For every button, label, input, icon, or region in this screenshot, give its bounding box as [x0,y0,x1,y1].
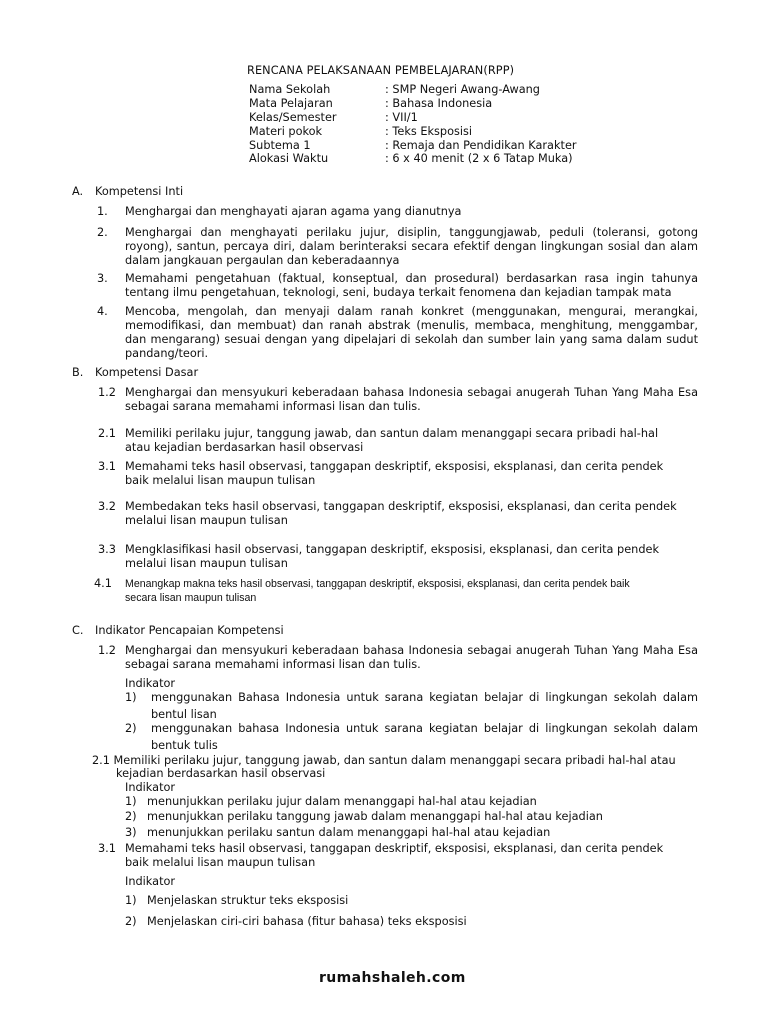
identity-value: : Teks Eksposisi [385,125,473,138]
kd-number: 3.3 [98,543,116,556]
indicator-text: Menjelaskan struktur teks eksposisi [147,894,349,907]
identity-label: Alokasi Waktu [249,152,329,165]
kd-number: 3.2 [98,500,116,513]
section-heading: Kompetensi Dasar [95,366,199,379]
kd-text: Memahami teks hasil observasi, tanggapan deskriptif, eksposisi, eksplanasi, dan cerita pendek baik melalui lisan maupun tulisan [125,842,664,869]
identity-value: : SMP Negeri Awang-Awang [385,83,540,96]
indicator-text: menunjukkan perilaku santun dalam menanggapi hal-hal atau kejadian [147,826,551,839]
indicator-text: Menjelaskan ciri-ciri bahasa (fitur bahasa) teks eksposisi [147,915,467,928]
identity-label: Mata Pelajaran [249,97,333,110]
indicator-text: menggunakan Bahasa Indonesia untuk sarana kegiatan belajar di lingkungan sekolah dalam [151,691,698,704]
kd-text: Menghargai dan mensyukuri keberadaan bahasa Indonesia sebagai anugerah Tuhan Yang Maha Esa sebagai sarana memahami informasi lisan dan tulis. [125,386,698,413]
list-number: 2. [97,226,108,239]
indicator-number: 2) [125,722,137,735]
identity-label: Subtema 1 [249,139,311,152]
kd-number: 3.1 [98,460,116,473]
footer-watermark: rumahshaleh.com [319,970,466,986]
kd-text: Mengklasifikasi hasil observasi, tanggapan deskriptif, eksposisi, eksplanasi, dan cerita pendek melalui lisan maupun tulisan [125,543,659,570]
indicator-number: 2) [125,810,137,823]
kd-number: 2.1 [98,427,116,440]
kd-number: 3.1 [98,842,116,855]
section-letter: B. [72,366,84,379]
indicator-text: bentuk tulis [151,739,218,752]
identity-value: : Bahasa Indonesia [385,97,493,110]
identity-value: : Remaja dan Pendidikan Karakter [385,139,577,152]
indicator-text: menunjukkan perilaku jujur dalam menanggapi hal-hal atau kejadian [147,795,537,808]
kd-text: Memahami teks hasil observasi, tanggapan deskriptif, eksposisi, eksplanasi, dan cerita pendek baik melalui lisan maupun tulisan [125,460,664,487]
list-number: 3. [97,272,108,285]
indicator-text: menggunakan bahasa Indonesia untuk sarana kegiatan belajar di lingkungan sekolah dalam [151,722,698,735]
kd-text: 2.1 Memiliki perilaku jujur, tanggung jawab, dan santun dalam menanggapi secara pribadi hal-hal atau [92,754,676,767]
kd-text: Menghargai dan mensyukuri keberadaan bahasa Indonesia sebagai anugerah Tuhan Yang Maha Esa sebagai sarana memahami informasi lisan dan tulis. [125,644,698,671]
list-item-text: Menghargai dan menghayati perilaku jujur, disiplin, tanggungjawab, peduli (toleransi, gotong royong), santun, percaya diri, dalam berinteraksi secara efektif dengan lingkungan sosial dan alam dalam jangkauan pergaulan dan keberadaannya [125,226,698,267]
kd-text: Memiliki perilaku jujur, tanggung jawab, dan santun dalam menanggapi secara pribadi hal-hal atau kejadian berdasarkan hasil observasi [125,427,659,454]
section-letter: A. [72,185,84,198]
indicator-number: 1) [125,795,137,808]
list-item-text: Mencoba, mengolah, dan menyaji dalam ranah konkret (menggunakan, mengurai, merangkai, memodifikasi, dan membuat) dan ranah abstrak (menulis, membaca, menghitung, menggambar, dan mengarang) sesuai dengan yang dipelajari di sekolah dan sumber lain yang sama dalam sudut pandang/teori. [125,305,698,360]
indicator-number: 2) [125,915,137,928]
section-heading: Kompetensi Inti [95,185,184,198]
kd-number: 1.2 [98,386,116,399]
indicator-number: 3) [125,826,137,839]
kd-text: kejadian berdasarkan hasil observasi [116,767,326,780]
identity-label: Materi pokok [249,125,323,138]
section-heading: Indikator Pencapaian Kompetensi [95,624,284,637]
identity-label: Nama Sekolah [249,83,331,96]
identity-value: : 6 x 40 menit (2 x 6 Tatap Muka) [385,152,573,165]
kd-number: 1.2 [98,644,116,657]
indicator-text: menunjukkan perilaku tanggung jawab dalam menanggapi hal-hal atau kejadian [147,810,603,823]
indikator-label: Indikator [125,677,176,690]
indicator-number: 1) [125,894,137,907]
identity-value: : VII/1 [385,111,418,124]
kd-number: 4.1 [94,577,112,590]
indikator-label: Indikator [125,781,176,794]
kd-text: secara lisan maupun tulisan [125,592,257,604]
list-number: 4. [97,305,108,318]
document-title: RENCANA PELAKSANAAN PEMBELAJARAN(RPP) [247,64,515,77]
indikator-label: Indikator [125,875,176,888]
list-number: 1. [97,205,108,218]
list-item-text: Memahami pengetahuan (faktual, konseptual, dan prosedural) berdasarkan rasa ingin tahunya tentang ilmu pengetahuan, teknologi, seni, budaya terkait fenomena dan kejadian tampak mata [125,272,698,299]
identity-label: Kelas/Semester [249,111,337,124]
section-letter: C. [72,624,84,637]
kd-text: Menangkap makna teks hasil observasi, tanggapan deskriptif, eksposisi, eksplanasi, dan cerita pendek baik [125,578,630,590]
indicator-text: bentul lisan [151,708,217,721]
kd-text: Membedakan teks hasil observasi, tanggapan deskriptif, eksposisi, eksplanasi, dan cerita pendek melalui lisan maupun tulisan [125,500,677,527]
list-item-text: Menghargai dan menghayati ajaran agama yang dianutnya [125,205,462,218]
indicator-number: 1) [125,691,137,704]
